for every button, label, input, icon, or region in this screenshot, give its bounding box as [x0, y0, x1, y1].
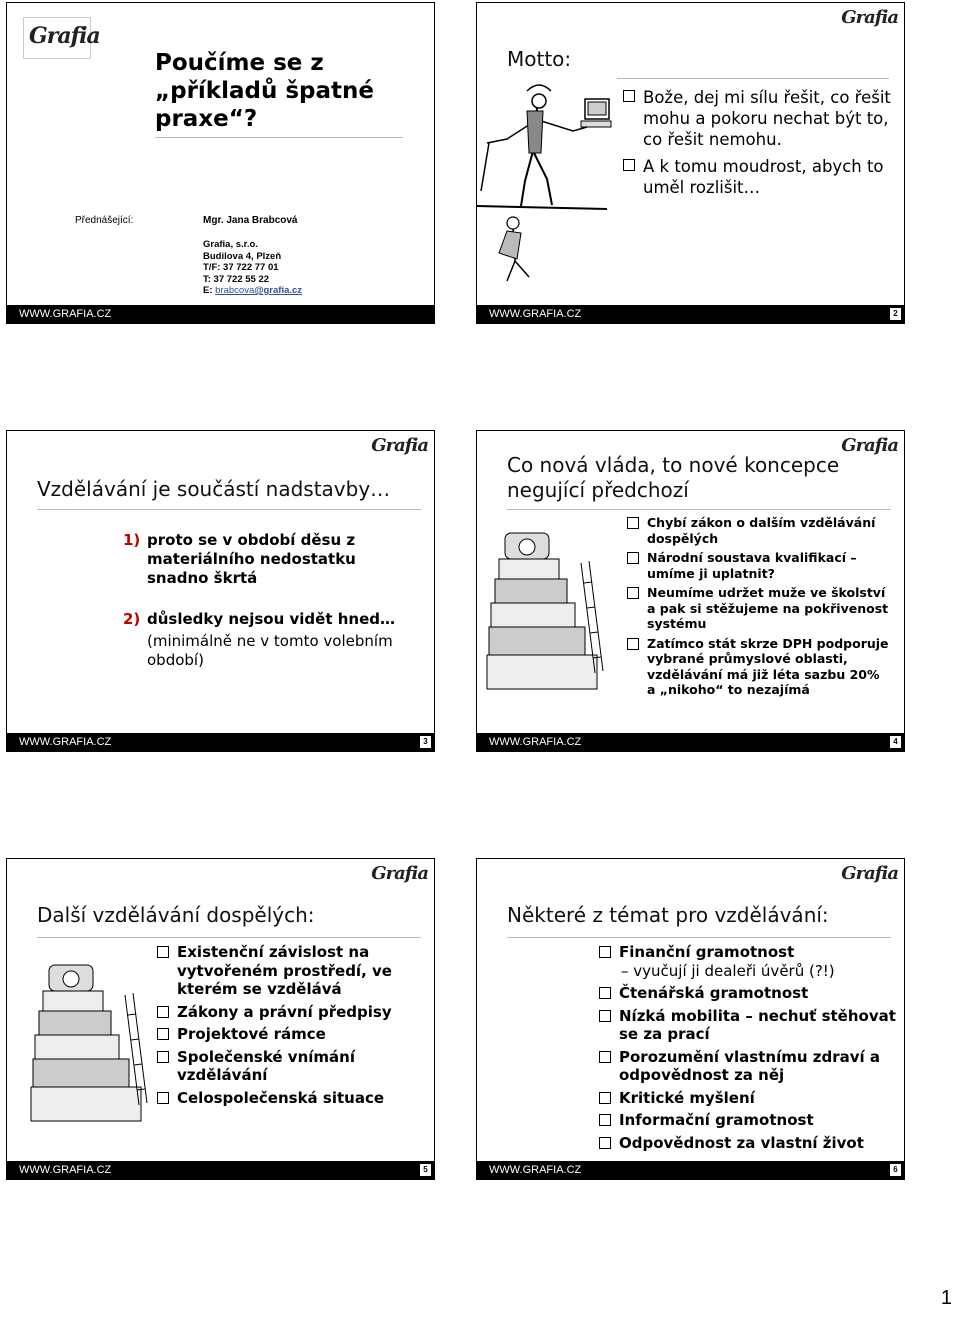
book-stack-illustration — [29, 955, 149, 1130]
list-item — [597, 984, 897, 1003]
title-rule — [507, 509, 891, 510]
list-item — [625, 515, 889, 546]
company-address: Budilova 4, Plzeň — [203, 250, 282, 262]
grafia-logo: Grafia — [29, 23, 100, 49]
list-item-text: Existenční závislost na vytvořeném prostředí, ve kterém se vzdělává — [177, 943, 392, 998]
title-rule — [155, 137, 403, 138]
list-item — [621, 156, 891, 198]
company-tel-fax: T/F: 37 722 77 01 — [203, 262, 279, 273]
slide-number: 5 — [420, 1164, 431, 1176]
square-bullet-icon — [599, 1092, 611, 1104]
slide-footer — [7, 305, 434, 323]
slide-3 — [6, 430, 435, 752]
slide-5 — [6, 858, 435, 1180]
square-bullet-icon — [599, 1010, 611, 1022]
list-item — [155, 1048, 421, 1085]
slide-title: Co nová vláda, to nové koncepce negující předchozí — [507, 453, 840, 502]
item-number: 1) — [123, 531, 141, 549]
list-item-text: Odpovědnost za vlastní život — [619, 1133, 864, 1152]
grafia-logo: Grafia — [371, 863, 428, 884]
slide-footer — [7, 1161, 434, 1179]
list-item — [597, 1007, 897, 1044]
footer-site: WWW.GRAFIA.CZ — [489, 308, 582, 320]
square-bullet-icon — [623, 90, 635, 102]
square-bullet-icon — [157, 1092, 169, 1104]
list-item-subtext: – vyučují ji dealeři úvěrů (?!) — [621, 961, 835, 980]
footer-site: WWW.GRAFIA.CZ — [19, 308, 112, 320]
square-bullet-icon — [623, 159, 635, 171]
square-bullet-icon — [157, 1051, 169, 1063]
list-item-text: proto se v období děsu z materiálního nedostatku snadno škrtá — [147, 531, 356, 587]
company-tel: T: 37 722 55 22 — [203, 273, 270, 285]
company-name: Grafia, s.r.o. — [203, 239, 258, 250]
list-item-text: Neumíme udržet muže ve školství a pak si stěžujeme na pokřivenost systému — [647, 585, 889, 631]
grafia-logo: Grafia — [841, 435, 898, 456]
list-item — [597, 1048, 897, 1085]
factors-list — [155, 943, 421, 1107]
list-item-note: (minimálně ne v tomto volebním období) — [147, 632, 393, 669]
email-link[interactable] — [215, 285, 302, 296]
list-item — [155, 1025, 421, 1044]
list-item — [625, 636, 889, 698]
footer-site: WWW.GRAFIA.CZ — [19, 736, 112, 748]
square-bullet-icon — [599, 946, 611, 958]
square-bullet-icon — [599, 1114, 611, 1126]
list-item-text: důsledky nejsou vidět hned… — [147, 610, 395, 628]
list-item-text: Národní soustava kvalifikací – umíme ji uplatnit? — [647, 550, 857, 581]
slide-number: 4 — [890, 736, 901, 748]
slide-title: Vzdělávání je součástí nadstavby… — [37, 477, 391, 501]
grafia-logo: Grafia — [841, 863, 898, 884]
list-item-text: Zatímco stát skrze DPH podporuje vybrané průmyslové oblasti, vzdělávání má již léta sazbu 20% a „nikoho“ to nezajímá — [647, 635, 889, 697]
list-item — [155, 1003, 421, 1022]
slide-4 — [476, 430, 905, 752]
list-item-text: Čtenářská gramotnost — [619, 984, 809, 1002]
book-stack-illustration — [485, 523, 605, 698]
square-bullet-icon — [599, 1137, 611, 1149]
list-item — [123, 610, 413, 670]
list-item-text: Zákony a právní předpisy — [177, 1002, 392, 1021]
email-domain: @grafia.cz — [254, 285, 303, 296]
item-number: 2) — [123, 610, 141, 628]
list-item — [597, 1111, 897, 1130]
lecturer-label: Přednášející: — [75, 215, 134, 226]
list-item-text: Informační gramotnost — [619, 1111, 814, 1129]
slide-title: Některé z témat pro vzdělávání: — [507, 903, 829, 927]
list-item-text: Kritické myšlení — [619, 1088, 755, 1107]
slide-footer — [477, 1161, 904, 1179]
list-item-text: Projektové rámce — [177, 1025, 326, 1043]
slide-footer — [7, 733, 434, 751]
list-item — [597, 1134, 897, 1153]
email-label: E: — [203, 285, 216, 296]
square-bullet-icon — [157, 946, 169, 958]
list-item — [625, 550, 889, 581]
square-bullet-icon — [627, 517, 639, 529]
slide-number: 2 — [890, 308, 901, 320]
list-item — [597, 1089, 897, 1108]
slide-footer — [477, 305, 904, 323]
slide-number: 3 — [420, 736, 431, 748]
grafia-logo: Grafia — [841, 7, 898, 28]
square-bullet-icon — [599, 987, 611, 999]
email-user: brabcova — [215, 285, 255, 296]
slide-number: 6 — [890, 1164, 901, 1176]
title-rule — [37, 509, 421, 510]
slide-footer — [477, 733, 904, 751]
list-item-text: Společenské vnímání vzdělávání — [177, 1047, 355, 1084]
square-bullet-icon — [157, 1028, 169, 1040]
list-item — [621, 87, 891, 150]
list-item — [155, 943, 421, 999]
footer-site: WWW.GRAFIA.CZ — [489, 736, 582, 748]
slide-title: Další vzdělávání dospělých: — [37, 903, 315, 927]
slide-2 — [476, 2, 905, 324]
lecturer-name: Mgr. Jana Brabcová — [203, 215, 298, 226]
contact-block — [203, 239, 302, 297]
list-item — [625, 585, 889, 632]
list-item — [155, 1089, 421, 1108]
list-item-text: Chybí zákon o dalším vzdělávání dospělých — [647, 515, 876, 546]
footer-site: WWW.GRAFIA.CZ — [19, 1164, 112, 1176]
grafia-logo: Grafia — [371, 435, 428, 456]
topics-list — [597, 943, 897, 1152]
list-item — [123, 531, 413, 588]
slide-title: Poučíme se z „příkladů špatné praxe“? — [155, 50, 374, 132]
list-item-text: Finanční gramotnost — [619, 943, 795, 961]
policy-list — [625, 515, 889, 698]
title-rule — [617, 78, 889, 79]
slide-6 — [476, 858, 905, 1180]
list-item-text: Bože, dej mi sílu řešit, co řešit mohu a pokoru nechat být to, co řešit nemohu. — [643, 88, 891, 149]
title-rule — [37, 937, 421, 938]
tightrope-walker-illustration — [477, 81, 617, 291]
motto-list — [621, 87, 891, 198]
square-bullet-icon — [599, 1051, 611, 1063]
square-bullet-icon — [627, 552, 639, 564]
footer-site: WWW.GRAFIA.CZ — [489, 1164, 582, 1176]
list-item-text: A k tomu moudrost, abych to uměl rozlišit… — [643, 157, 884, 197]
list-item-text: Porozumění vlastnímu zdraví a odpovědnost za něj — [619, 1047, 880, 1084]
company-email — [203, 285, 302, 297]
title-rule — [507, 937, 891, 938]
slide-1 — [6, 2, 435, 324]
square-bullet-icon — [627, 638, 639, 650]
list-item-text: Nízká mobilita – nechuť stěhovat se za prací — [619, 1006, 896, 1043]
numbered-list — [123, 531, 413, 670]
list-item-text: Celospolečenská situace — [177, 1088, 385, 1107]
square-bullet-icon — [157, 1006, 169, 1018]
list-item — [597, 943, 897, 980]
slide-title: Motto: — [507, 47, 572, 71]
square-bullet-icon — [627, 587, 639, 599]
page-number: 1 — [940, 1287, 952, 1309]
